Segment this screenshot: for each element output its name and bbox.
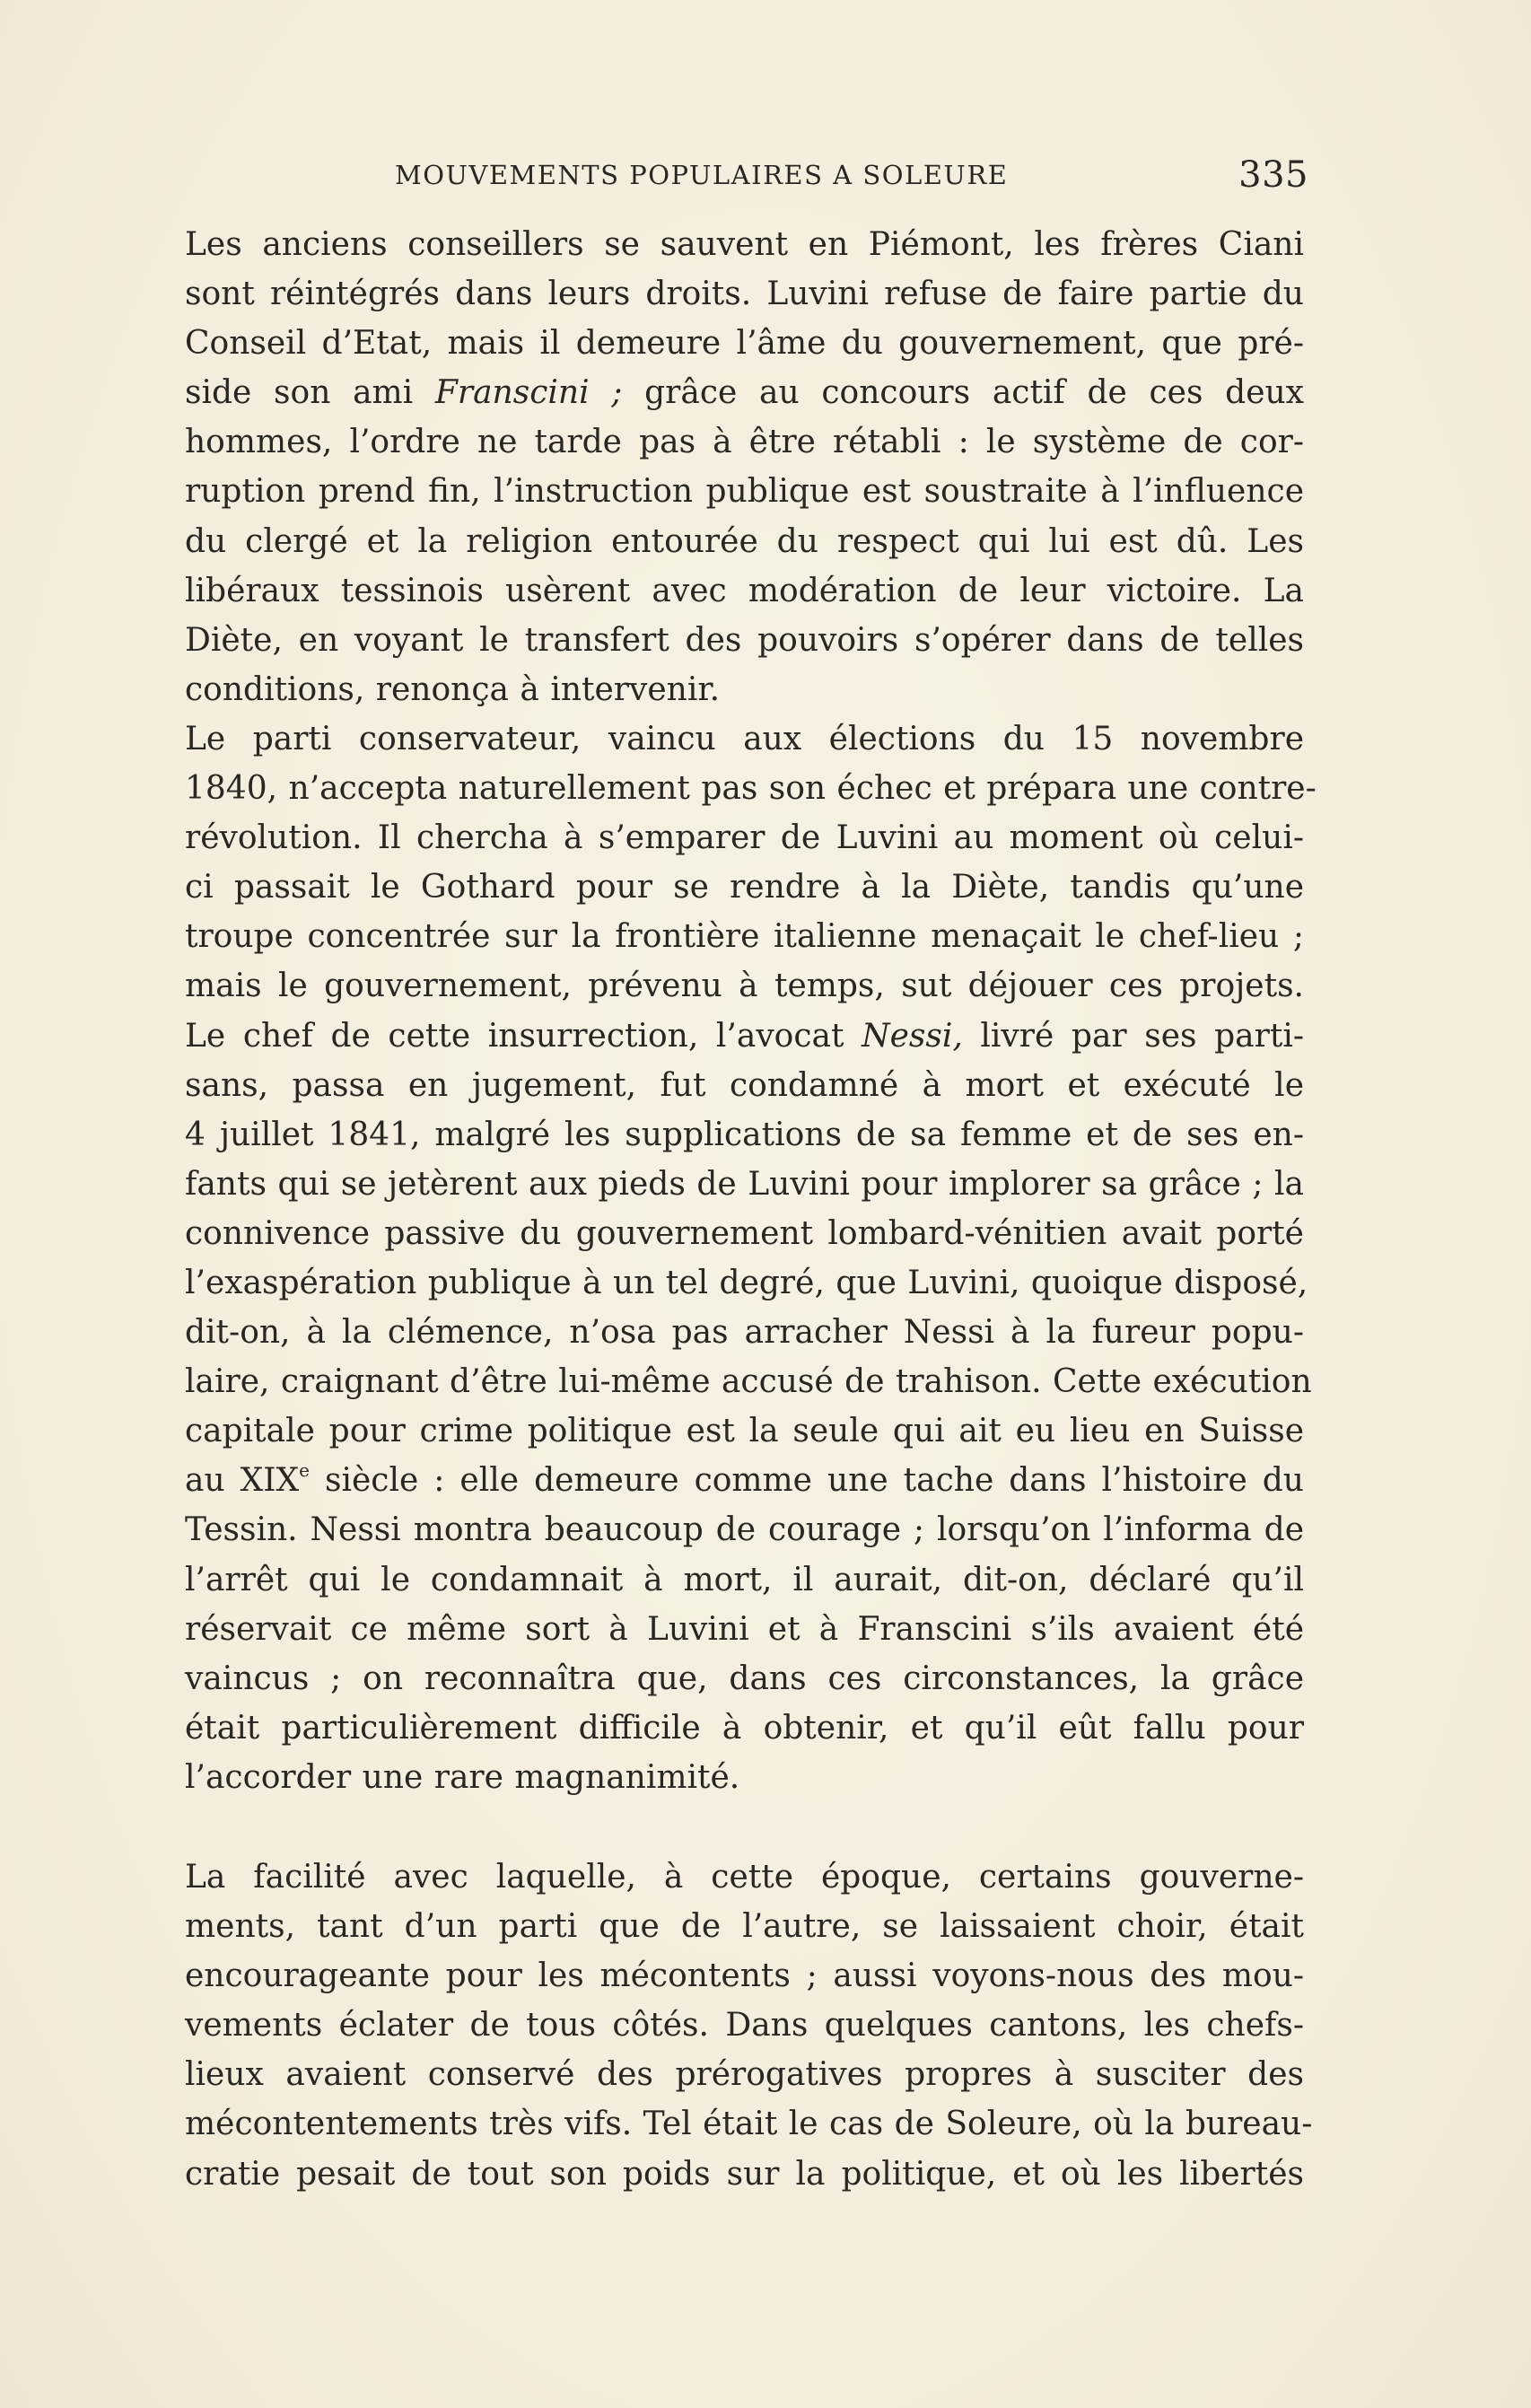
text-line: libéraux tessinois usèrent avec modération de leur victoire. La: [185, 572, 1304, 609]
text-line: connivence passive du gouvernement lombard-vénitien avait porté: [185, 1214, 1304, 1252]
paragraph-3: [185, 1852, 1313, 2199]
text-line: l’arrêt qui le condamnait à mort, il aurait, dit-on, déclaré qu’il: [185, 1561, 1304, 1598]
text-line: 1840, n’accepta naturellement pas son échec et prépara une contre-: [185, 770, 1317, 808]
running-head: [395, 151, 1310, 205]
text-line: l’accorder une rare magnanimité.: [185, 1758, 740, 1796]
text-line: side son ami Franscini ; grâce au concours actif de ces deux: [185, 374, 1304, 412]
text-line: 4 juillet 1841, malgré les supplications de sa femme et de ses en-: [185, 1116, 1304, 1153]
text-line: ruption prend fin, l’instruction publique est soustraite à l’influence: [185, 473, 1304, 511]
text-line: vaincus ; on reconnaîtra que, dans ces circonstances, la grâce: [185, 1659, 1304, 1697]
text-line: l’exaspération publique à un tel degré, que Luvini, quoique disposé,: [185, 1264, 1308, 1301]
text-line: Tessin. Nessi montra beaucoup de courage ; lorsqu’on l’informa de: [185, 1511, 1304, 1549]
text-line: ments, tant d’un parti que de l’autre, se laissaient choir, était: [185, 1908, 1304, 1946]
text-line: était particulièrement difficile à obtenir, et qu’il eût fallu pour: [185, 1709, 1304, 1747]
italic-name: Nessi,: [862, 1017, 963, 1055]
text-line: vements éclater de tous côtés. Dans quelques cantons, les chefs-: [185, 2007, 1304, 2045]
text-line: dit-on, à la clémence, n’osa pas arracher Nessi à la fureur popu-: [185, 1314, 1304, 1352]
text-line: troupe concentrée sur la frontière italienne menaçait le chef-lieu ;: [185, 918, 1304, 956]
text-line: Les anciens conseillers se sauvent en Piémont, les frères Ciani: [185, 226, 1304, 263]
text-line: Le parti conservateur, vaincu aux élections du 15 novembre: [185, 720, 1304, 757]
superscript: e: [299, 1459, 310, 1482]
text-line: révolution. Il chercha à s’emparer de Luvini au moment où celui-: [185, 819, 1304, 857]
text-line: sans, passa en jugement, fut condamné à mort et exécuté le: [185, 1066, 1304, 1104]
text-line: au XIXe siècle : elle demeure comme une tache dans l’histoire du: [185, 1459, 1304, 1500]
page-number: 335: [1238, 154, 1308, 196]
body-text: [185, 220, 1317, 2199]
text-line: lieux avaient conservé des prérogatives propres à susciter des: [185, 2056, 1304, 2094]
text-line: mécontentements très vifs. Tel était le cas de Soleure, où la bureau-: [185, 2106, 1313, 2143]
text-line: hommes, l’ordre ne tarde pas à être rétabli : le système de cor-: [185, 424, 1304, 461]
text-line: cratie pesait de tout son poids sur la politique, et où les libertés: [185, 2155, 1304, 2193]
text-line: fants qui se jetèrent aux pieds de Luvini pour implorer sa grâce ; la: [185, 1165, 1304, 1203]
paragraph-1: [185, 220, 1304, 714]
running-title: MOUVEMENTS POPULAIRES A SOLEURE: [395, 160, 1009, 190]
text-line: Diète, en voyant le transfert des pouvoirs s’opérer dans de telles: [185, 621, 1304, 659]
text-line: Le chef de cette insurrection, l’avocat Nessi, livré par ses parti-: [185, 1017, 1305, 1055]
text-line: réservait ce même sort à Luvini et à Franscini s’ils avaient été: [185, 1610, 1304, 1648]
text-line: Conseil d’Etat, mais il demeure l’âme du gouvernement, que pré-: [185, 325, 1304, 363]
text-line: ci passait le Gothard pour se rendre à la Diète, tandis qu’une: [185, 869, 1304, 906]
text-line: encourageante pour les mécontents ; aussi voyons-nous des mou-: [185, 1957, 1304, 1995]
text-line: conditions, renonça à intervenir.: [185, 670, 721, 708]
text-line: sont réintégrés dans leurs droits. Luvini refuse de faire partie du: [185, 276, 1304, 313]
paragraph-2: [185, 714, 1317, 1802]
italic-name: Franscini ;: [434, 374, 623, 412]
text-line: laire, craignant d’être lui-même accusé de trahison. Cette exécution: [185, 1363, 1312, 1401]
text-line: du clergé et la religion entourée du respect qui lui est dû. Les: [185, 522, 1304, 560]
text-line: La facilité avec laquelle, à cette époque, certains gouverne-: [185, 1859, 1304, 1896]
paragraph-gap: [185, 1802, 1304, 1852]
text-line: mais le gouvernement, prévenu à temps, sut déjouer ces projets.: [185, 968, 1304, 1005]
text-line: capitale pour crime politique est la seule qui ait eu lieu en Suisse: [185, 1413, 1304, 1450]
